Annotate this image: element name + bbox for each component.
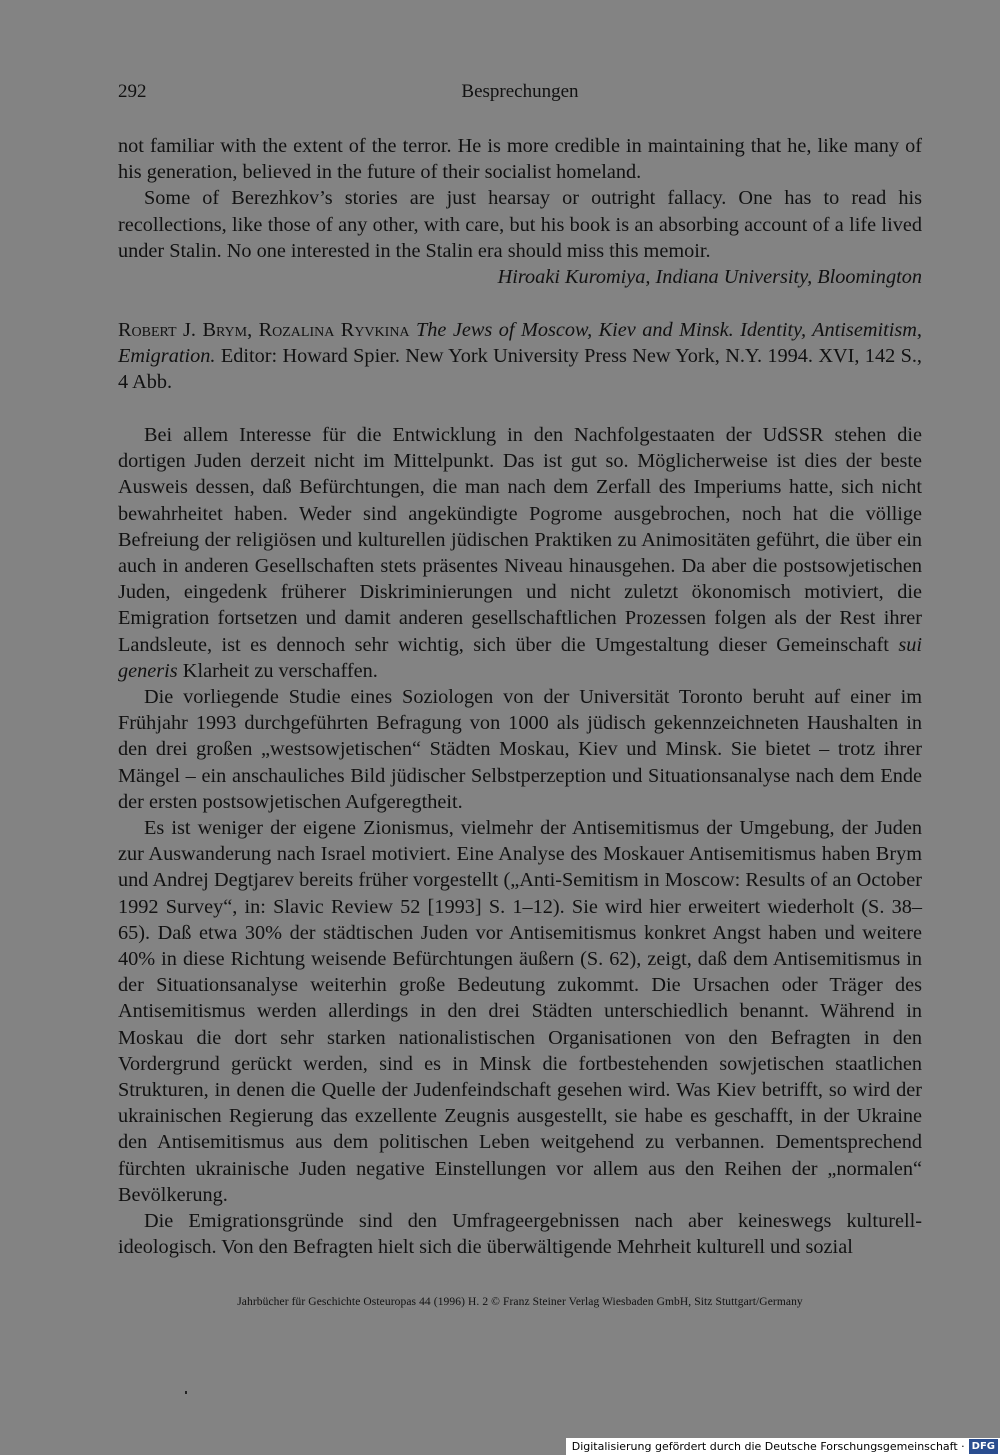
digitization-notice-bar [566,1438,1000,1455]
review-paragraph-1: Bei allem Interesse für die Entwicklung in den Nachfolgestaaten der UdSSR stehen die dortigen Juden derzeit nicht im Mittelpunkt. Das ist gut so. Möglicherweise ist dies der beste Ausweis dessen, daß Befürchtungen, die man nach dem Zerfall des Imperiums hatte, sich nicht bewahrheitet haben. Weder sind angekündigte Pogrome ausgebrochen, noch hat die völlige Befreiung der religiösen und kulturellen jüdischen Praktiken zu Animositäten geführt, die über ein auch in anderen Gesellschaften stets präsentes Niveau hinausgehen. Da aber die postsowjetischen Juden, eingedenk früherer Diskriminierungen und nicht zuletzt ökonomisch motiviert, die Emigration fortsetzen und damit anderen gesellschaftlichen Prozessen folgen als der Rest ihrer Landsleute, ist es dennoch sehr wichtig, sich über die Umgestaltung dieser Gemeinschaft sui generis Klarheit zu verschaffen. [118,424,922,682]
closing-paragraph: Some of Berezhkov’s stories are just hearsay or outright fallacy. One has to read his recollections, like those of any other, with care, but his book is an absorbing account of a life lived under Stalin. No one interested in the Stalin era should miss this memoir. [118,187,922,262]
book-publication: Editor: Howard Spier. New York University Press New York, N.Y. 1994. XVI, 142 S., 4 Abb. [118,345,922,394]
dfg-logo-icon: DFG [969,1439,998,1454]
review-paragraph-4: Die Emigrationsgründe sind den Umfrageergebnissen nach aber keineswegs kulturell-ideologisch. Von den Befragten hielt sich die überwältigende Mehrheit kulturell und sozial [118,1210,922,1259]
review-paragraph-2: Die vorliegende Studie eines Soziologen von der Universität Toronto beruht auf einer im Frühjahr 1993 durchgeführten Befragung von 1000 als jüdisch gekennzeichneten Haushalten in den drei großen „westsowjetischen“ Städten Moskau, Kiev und Minsk. Sie bietet – trotz ihrer Mängel – ein anschauliches Bild jüdischer Selbstperzeption und Situationsanalyse nach dem Ende der ersten postsowjetischen Aufgeregtheit. [118,686,922,813]
first-review-text [118,133,922,290]
continuation-paragraph: not familiar with the extent of the terror. He is more credible in maintaining that he, like many of his generation, believed in the future of their socialist homeland. [118,135,922,184]
scan-speck [185,1391,187,1394]
review-paragraph-3: Es ist weniger der eigene Zionismus, vielmehr der Antisemitismus der Umgebung, der Juden zur Auswanderung nach Israel motiviert. Eine Analyse des Moskauer Antisemitismus haben Brym und Andrej Degtjarev bereits früher vorgestellt („Anti-Semitism in Moscow: Results of an October 1992 Survey“, in: Slavic Review 52 [1993] S. 1–12). Sie wird hier erweitert wiederholt (S. 38–65). Daß etwa 30% der städtischen Juden vor Antisemitismus konkret Angst haben und weitere 40% in diese Richtung weisende Befürchtungen äußern (S. 62), zeigt, daß dem Antisemitismus in der Situationsanalyse weiterhin große Bedeutung zukommt. Die Ursachen oder Träger des Antisemitismus werden allerdings in den drei Städten unterschiedlich benannt. Während in Moskau die dort sehr starken nationalistischen Organisationen von den Befragten in den Vordergrund gerückt werden, sind es in Minsk die fortbestehenden sowjetischen staatlichen Strukturen, in denen die Quelle der Judenfeindschaft gesehen wird. Was Kiev betrifft, so wird der ukrainischen Regierung das exzellente Zeugnis ausgestellt, sie habe es geschafft, in der Ukraine den Antisemitismus aus dem politischen Leben weitgehend zu verbannen. Dementsprechend fürchten ukrainische Juden negative Einstellungen vor allem aus den Reihen der „normalen“ Bevölkerung. [118,817,922,1206]
digitization-notice: Digitalisierung gefördert durch die Deutsche Forschungsgemeinschaft · [571,1440,965,1453]
second-review-text [118,422,922,1261]
book-title: The Jews of Moscow, Kiev and Minsk. Identity, Antisemitism, Emigration. [118,319,922,368]
reviewer-signature: Hiroaki Kuromiya, Indiana University, Bloomington [497,266,922,289]
running-head: Besprechungen [461,81,579,102]
book-authors: Robert J. Brym, Rozalina Ryvkina [118,319,410,341]
page-number: 292 [118,81,147,102]
journal-footer: Jahrbücher für Geschichte Osteuropas 44 (1996) H. 2 © Franz Steiner Verlag Wiesbaden GmbH, Sitz Stuttgart/Germany [237,1296,803,1308]
review-bibliographic-header [118,317,922,396]
italic-phrase: sui generis [118,633,922,682]
